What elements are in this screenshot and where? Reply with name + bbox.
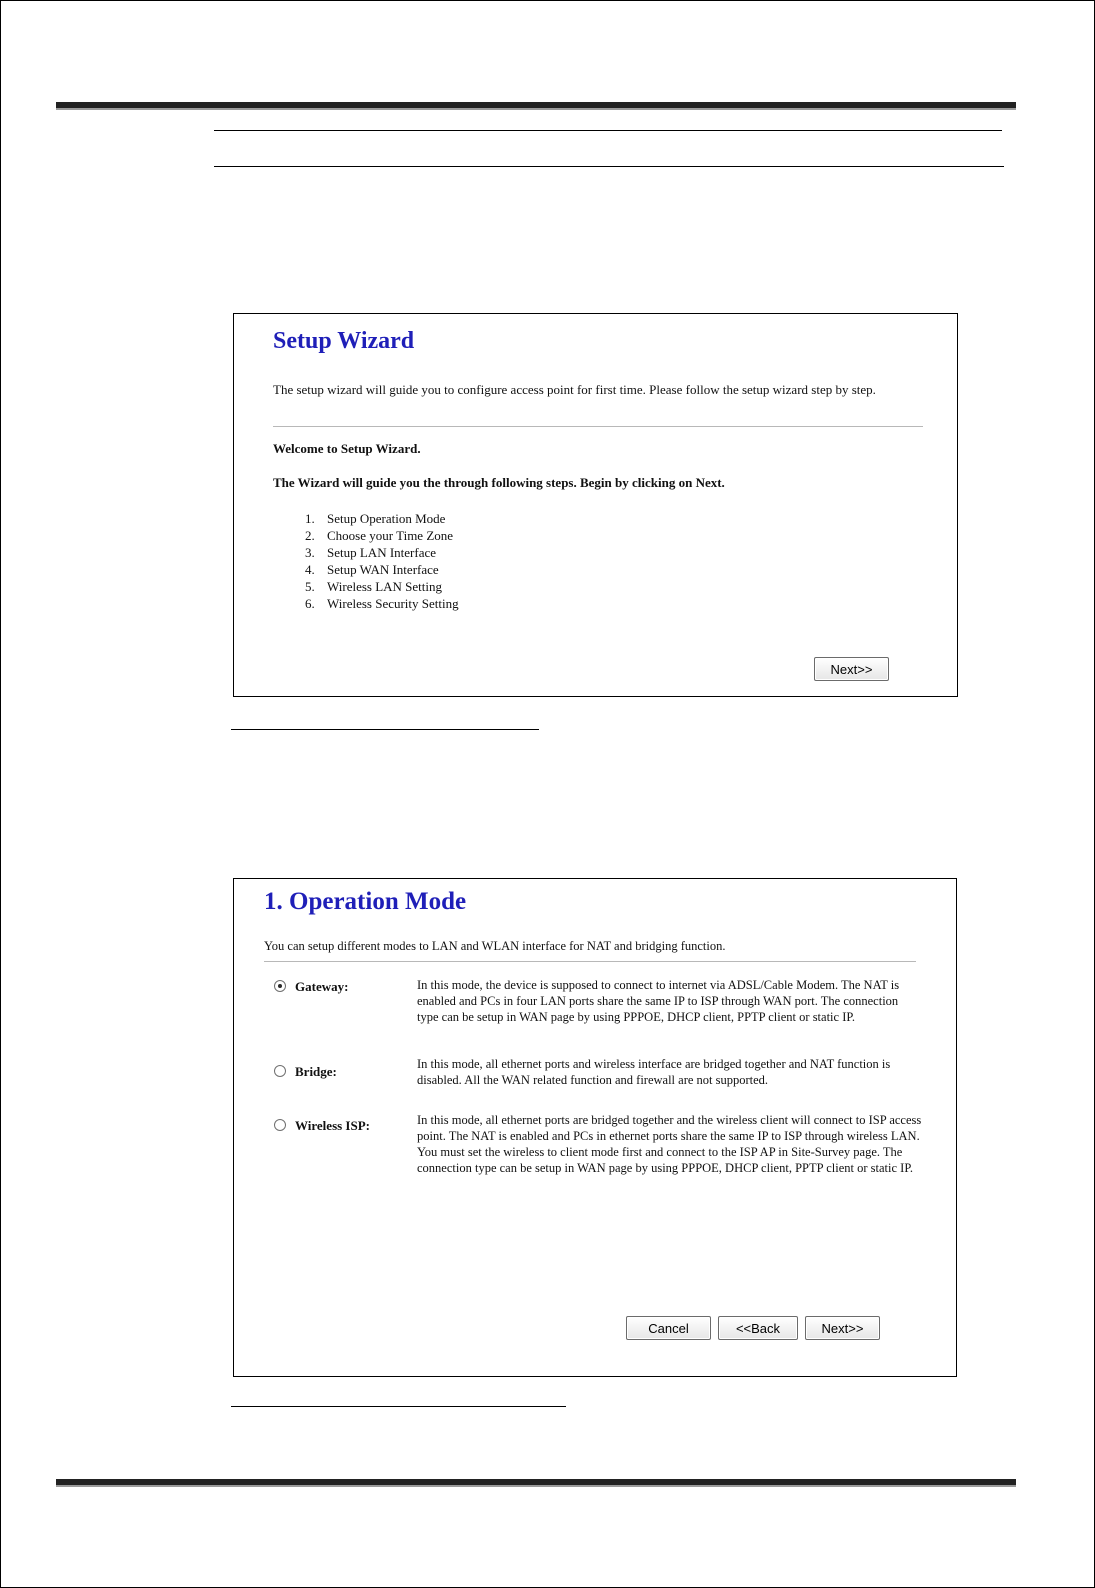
header-rule (56, 102, 1016, 108)
wizard-step-item (305, 578, 459, 595)
wizard-steps-list (305, 510, 459, 612)
setup-wizard-panel (233, 313, 958, 697)
wizard-step-item (305, 544, 459, 561)
wizard-step-item (305, 595, 459, 612)
operation-mode-intro: You can setup different modes to LAN and WLAN interface for NAT and bridging function. (264, 939, 726, 953)
operation-mode-panel (233, 878, 957, 1377)
wizard-step-label: Wireless Security Setting (327, 596, 459, 611)
wireless-isp-description: In this mode, all ethernet ports are bridged together and the wireless client will connect to ISP access point. The NAT is enabled and PCs in ethernet ports share the same IP to ISP through wireless LAN. You must set the wireless to client mode first and connect to the ISP AP in Site-Survey page. The connection type can be setup in WAN page by using PPPOE, DHCP client, PPTP client or static IP. (417, 1113, 922, 1175)
wizard-step-label: Setup LAN Interface (327, 545, 437, 560)
operation-mode-divider (264, 961, 916, 962)
wizard-step-number: 2. (305, 528, 315, 543)
wireless-isp-radio[interactable] (274, 1119, 286, 1131)
back-button[interactable]: <<Back (718, 1316, 798, 1340)
gateway-radio[interactable] (274, 980, 286, 992)
wizard-step-number: 1. (305, 511, 315, 526)
wireless-isp-label: Wireless ISP: (295, 1118, 370, 1133)
wizard-step-number: 6. (305, 596, 315, 611)
wizard-welcome: Welcome to Setup Wizard. (273, 441, 421, 456)
header-thin-rule-2 (214, 166, 1004, 167)
bridge-radio[interactable] (274, 1065, 286, 1077)
gateway-label: Gateway: (295, 979, 349, 994)
wizard-intro: The setup wizard will guide you to configure access point for first time. Please follow the setup wizard step by step. (273, 382, 876, 397)
wizard-step-item (305, 510, 459, 527)
wizard-guide: The Wizard will guide you the through following steps. Begin by clicking on Next. (273, 475, 725, 490)
gateway-description: In this mode, the device is supposed to connect to internet via ADSL/Cable Modem. The NAT is enabled and PCs in four LAN ports share the same IP to ISP through WAN port. The connection type can be setup in WAN page by using PPPOE, DHCP client, PPTP client or static IP. (417, 978, 900, 1024)
wizard-divider (273, 426, 923, 427)
operation-mode-title: 1. Operation Mode (264, 888, 467, 915)
wizard-step-item (305, 527, 459, 544)
footer-rule (56, 1479, 1016, 1485)
operation-next-button[interactable]: Next>> (805, 1316, 880, 1340)
wizard-next-button[interactable]: Next>> (814, 657, 889, 681)
wizard-step-number: 4. (305, 562, 315, 577)
wizard-step-number: 3. (305, 545, 315, 560)
wizard-step-item (305, 561, 459, 578)
wizard-step-label: Choose your Time Zone (327, 528, 454, 543)
wizard-title: Setup Wizard (273, 328, 415, 354)
wizard-step-label: Wireless LAN Setting (327, 579, 443, 594)
bridge-label: Bridge: (295, 1064, 337, 1079)
bridge-description: In this mode, all ethernet ports and wireless interface are bridged together and NAT function is disabled. All the WAN related function and firewall are not supported. (417, 1057, 891, 1087)
cancel-button[interactable]: Cancel (626, 1316, 711, 1340)
wizard-step-label: Setup WAN Interface (327, 562, 439, 577)
figure-caption-rule-1 (231, 729, 539, 730)
wizard-step-label: Setup Operation Mode (327, 511, 446, 526)
wizard-step-number: 5. (305, 579, 315, 594)
header-thin-rule-1 (214, 130, 1002, 131)
figure-caption-rule-2 (231, 1406, 566, 1407)
